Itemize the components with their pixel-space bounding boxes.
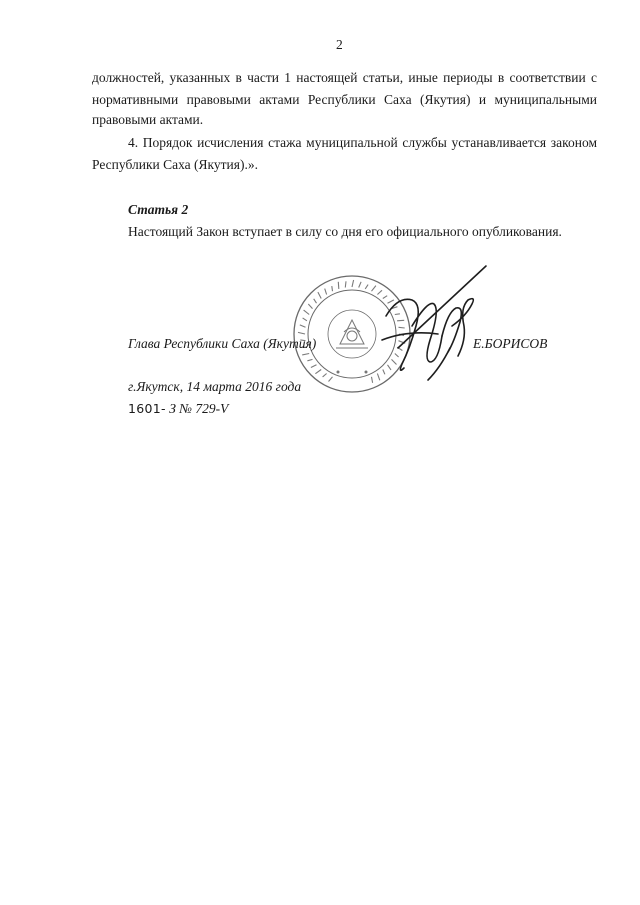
page-number: 2 xyxy=(336,37,343,52)
law-number xyxy=(128,401,228,417)
signatory-position: Глава Республики Саха (Якутия) xyxy=(128,336,317,351)
seal-letter-mark xyxy=(338,282,339,289)
seal-letter-mark xyxy=(323,374,327,377)
seal-letter-mark xyxy=(303,318,307,321)
law-number-prefix: 1601- xyxy=(128,401,166,416)
seal-letter-mark xyxy=(318,292,321,298)
seal-letter-mark xyxy=(311,365,317,368)
seal-letter-mark xyxy=(300,325,306,327)
seal-letter-mark xyxy=(304,310,310,314)
seal-letter-mark xyxy=(325,289,327,295)
law-number-value: З № 729-V xyxy=(169,401,229,416)
paragraph-2-line-2: Республики Саха (Якутия).». xyxy=(92,157,258,172)
place-and-date: г.Якутск, 14 марта 2016 года xyxy=(128,379,302,394)
seal-stars xyxy=(337,371,368,374)
article-2-text: Настоящий Закон вступает в силу со дня его официального опубликования. xyxy=(128,224,562,239)
paragraph-1-line-2: нормативными правовыми актами Республики Саха (Якутия) и муниципальными xyxy=(92,92,597,107)
seal-letter-mark xyxy=(314,299,317,303)
paragraph-2-line-1: 4. Порядок исчисления стажа муниципальной службы устанавливается законом xyxy=(128,135,597,150)
seal-letter-mark xyxy=(308,304,312,309)
paragraph-1-line-3: правовыми актами. xyxy=(92,112,204,127)
seal-letter-mark xyxy=(329,377,333,382)
seal-letter-mark xyxy=(359,282,361,288)
seal-letter-mark xyxy=(352,280,354,287)
seal-emblem xyxy=(336,320,368,348)
seal-letter-mark xyxy=(345,281,346,287)
paragraph-1-line-1: должностей, указанных в части 1 настоящей статьи, иные периоды в соответствии с xyxy=(92,70,597,85)
seal-letter-mark xyxy=(298,332,305,334)
signature-scribble xyxy=(368,256,498,396)
signatory-name: Е.БОРИСОВ xyxy=(473,336,548,351)
article-2-heading: Статья 2 xyxy=(128,202,189,217)
seal-letter-mark xyxy=(332,286,333,291)
seal-letter-mark xyxy=(315,370,321,374)
seal-letter-mark xyxy=(307,359,312,360)
seal-letter-mark xyxy=(302,354,309,355)
